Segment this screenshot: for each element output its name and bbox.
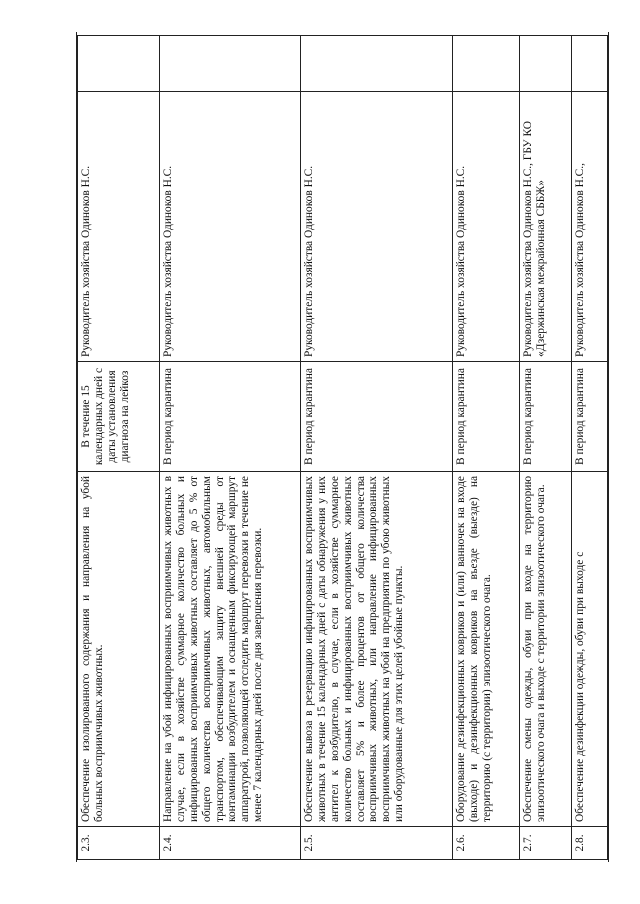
deadline: В течение 15 календарных дней с даты установления диагноза на лейкоз — [78, 362, 160, 472]
row-number: 2.6. — [453, 827, 520, 860]
table-row — [160, 36, 301, 860]
responsible: Руководитель хозяйства Одиноков Н.С., — [572, 92, 608, 362]
measure-description: Оборудование дезинфекционных ковриков и (или) ванночек на входе (выходе) и дезинфекционных ковриков на въезде (выезде) на территорию (с территории) эпизоотического очага. — [453, 472, 520, 827]
row-number: 2.8. — [572, 827, 608, 860]
responsible: Руководитель хозяйства Одиноков Н.С., ГБУ КО «Дзержинская межрайонная СББЖ» — [520, 92, 572, 362]
measure-description: Обеспечение изолированного содержания и направления на убой больных восприимчивых животных. — [78, 472, 160, 827]
table-row — [520, 36, 572, 860]
measure-description: Обеспечение смены одежды, обуви при входе на территорию эпизоотического очага и выходе с территории эпизоотического очага. — [520, 472, 572, 827]
table-row — [453, 36, 520, 860]
blank-cell — [78, 36, 160, 92]
blank-cell — [572, 36, 608, 92]
row-number: 2.3. — [78, 827, 160, 860]
responsible: Руководитель хозяйства Одиноков Н.С. — [301, 92, 453, 362]
responsible: Руководитель хозяйства Одиноков Н.С. — [160, 92, 301, 362]
deadline: В период карантина — [520, 362, 572, 472]
measure-description: Обеспечение дезинфекции одежды, обуви при выходе с — [572, 472, 608, 827]
rotated-page — [77, 36, 607, 860]
responsible: Руководитель хозяйства Одиноков Н.С. — [78, 92, 160, 362]
blank-cell — [520, 36, 572, 92]
blank-cell — [160, 36, 301, 92]
measure-description: Обеспечение вывоза в резервацию инфицированных восприимчивых животных в течение 15 календарных дней с даты обнаружения у них антител к возбудителю, в случае, если в хозяйстве суммарное количество больных и инфицированных восприимчивых животных составляет 5% и более процентов от общего количества восприимчивых животных, или направление инфицированных восприимчивых животных на убой на предприятия по убою животных или оборудованные для этих целей убойные пункты. — [301, 472, 453, 827]
blank-cell — [453, 36, 520, 92]
row-number: 2.5. — [301, 827, 453, 860]
blank-cell — [301, 36, 453, 92]
table-row — [301, 36, 453, 860]
row-number: 2.4. — [160, 827, 301, 860]
row-number: 2.7. — [520, 827, 572, 860]
deadline: В период карантина — [572, 362, 608, 472]
plan-table — [77, 35, 608, 860]
table-row — [572, 36, 608, 860]
responsible: Руководитель хозяйства Одиноков Н.С. — [453, 92, 520, 362]
deadline: В период карантина — [453, 362, 520, 472]
measure-description: Направление на убой инфицированных восприимчивых животных в случае, если в хозяйстве суммарное количество больных и инфицированных восприимчивых животных составляет до 5 % от общего количества восприимчивых животных, автомобильным транспортом, обеспечивающим защиту внешней среды от контаминации возбудителем и оснащенным фиксирующей маршрут аппаратурой, позволяющей отследить маршрут перевозки в течение не менее 7 календарных дней после дня завершения перевозки. — [160, 472, 301, 827]
table-row — [78, 36, 160, 860]
deadline: В период карантина — [160, 362, 301, 472]
deadline: В период карантина — [301, 362, 453, 472]
